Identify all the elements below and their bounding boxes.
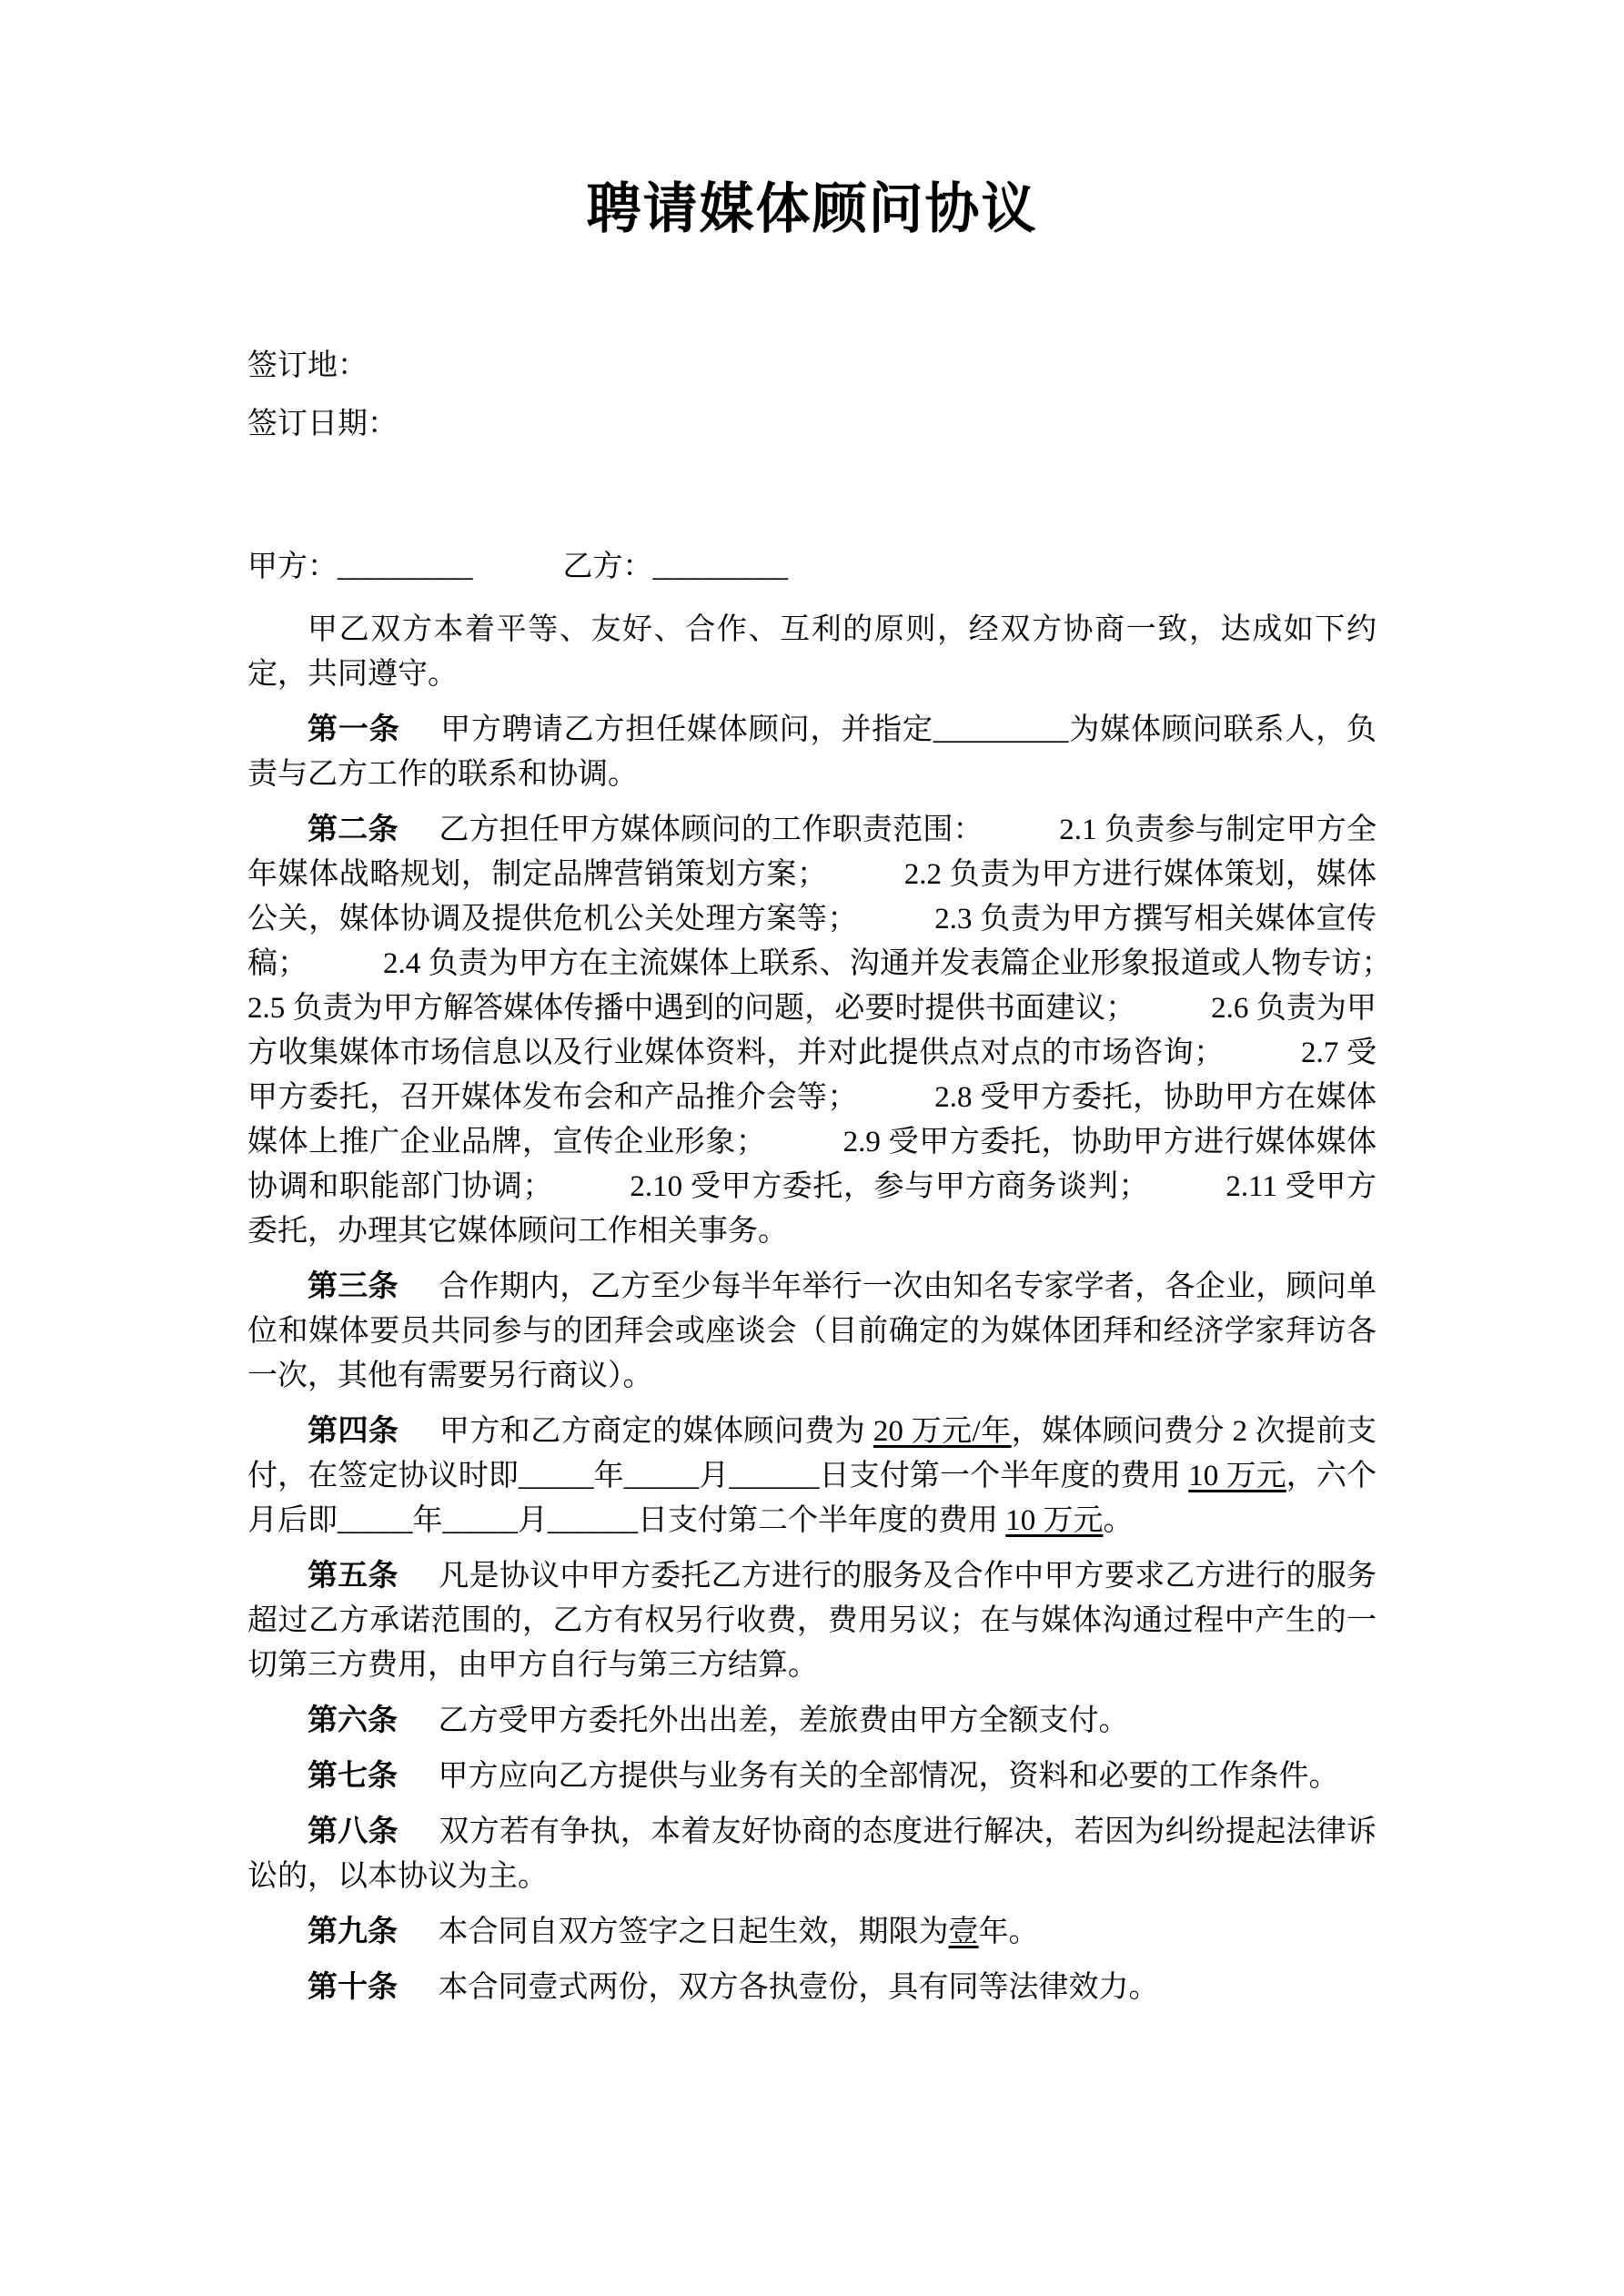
clauses-container xyxy=(247,708,1467,2010)
document-title: 聘请媒体顾问协议 xyxy=(586,179,1038,239)
clause-text: 甲方和乙方商定的媒体顾问费为 xyxy=(439,1415,873,1448)
clause-underlined-text: 壹 xyxy=(948,1916,979,1948)
clause-number: 第二条 xyxy=(308,814,398,846)
clause-number: 第七条 xyxy=(308,1760,398,1793)
clause-number: 第八条 xyxy=(308,1816,398,1848)
clause-paragraph xyxy=(247,1910,1377,1955)
clause-number: 第六条 xyxy=(308,1704,398,1737)
clause-paragraph xyxy=(247,1554,1377,1688)
clause-paragraph xyxy=(247,808,1467,1254)
clause-text: 本合同自双方签字之日起生效，期限为 xyxy=(438,1916,949,1948)
clause-number: 第十条 xyxy=(308,1971,398,2004)
clause-text: 乙方担任甲方媒体顾问的工作职责范围： 2.1 负责参与制定甲方全年媒体战略规划，制定品牌营销策划方案； 2.2 负责为甲方进行媒体策划，媒体公关，媒体协调及提供危机公关处理方案等； 2.3 负责为甲方撰写相关媒体宣传稿； 2.4 负责为甲方在主流媒体上联系、沟通并发表篇企业形象报道或人物专访； 2.5 负责为甲方解答媒体传播中遇到的问题，必要时提供书面建议； 2.6 负责为甲方收集媒体市场信息以及行业媒体资料，并对此提供点对点的市场咨询； 2.7 受甲方委托，召开媒体发布会和产品推介会等； 2.8 受甲方委托，协助甲方在媒体媒体上推广企业品牌，宣传企业形象； 2.9 受甲方委托，协助甲方进行媒体媒体协调和职能部门协调； 2.10 受甲方委托，参与甲方商务谈判； 2.11 受甲方委托，办理其它媒体顾问工作相关事务。 xyxy=(247,814,1467,1248)
clause-underlined-text: 20 万元/年 xyxy=(873,1415,1012,1448)
intro-paragraph: 甲乙双方本着平等、友好、合作、互利的原则，经双方协商一致，达成如下约定，共同遵守。 xyxy=(247,613,1377,691)
clause-text: 年。 xyxy=(978,1916,1039,1948)
clause-number: 第四条 xyxy=(308,1415,399,1448)
clause-number: 第一条 xyxy=(308,713,400,746)
clause-underlined-text: 10 万元 xyxy=(1188,1460,1286,1492)
sign-place-label: 签订地： xyxy=(247,349,368,382)
clause-text: 。 xyxy=(1103,1504,1134,1537)
clause-number: 第三条 xyxy=(308,1270,398,1303)
clause-paragraph xyxy=(247,1755,1377,1799)
clause-text: 本合同壹式两份，双方各执壹份，具有同等法律效力。 xyxy=(438,1971,1159,2004)
clause-paragraph xyxy=(247,708,1377,797)
clause-text: 甲方应向乙方提供与业务有关的全部情况，资料和必要的工作条件。 xyxy=(438,1760,1339,1793)
clause-paragraph xyxy=(247,1265,1377,1399)
clause-paragraph xyxy=(247,1699,1377,1744)
clause-text: _________ xyxy=(933,713,1069,746)
clause-paragraph xyxy=(247,1966,1377,2010)
clause-text: ，媒体顾问费分 2 次提前支付，在签定协议时即_____年_____月______日支付第一个半年度的费用 xyxy=(247,1415,1377,1492)
clause-number: 第五条 xyxy=(308,1560,398,1593)
clause-text: 双方若有争执，本着友好协商的态度进行解决，若因为纠纷提起法律诉讼的，以本协议为主。 xyxy=(247,1816,1377,1893)
clause-text: 甲方聘请乙方担任媒体顾问，并指定 xyxy=(440,713,933,746)
clause-paragraph xyxy=(247,1810,1377,1899)
signing-meta xyxy=(247,344,1377,447)
clause-text: ，六个月后即_____年_____月______日支付第二个半年度的费用 xyxy=(247,1460,1377,1537)
clause-paragraph xyxy=(247,1410,1377,1543)
party-line: 甲方：_________ 乙方：_________ xyxy=(247,551,788,583)
clause-text: 凡是协议中甲方委托乙方进行的服务及合作中甲方要求乙方进行的服务超过乙方承诺范围的，乙方有权另行收费，费用另议；在与媒体沟通过程中产生的一切第三方费用，由甲方自行与第三方结算。 xyxy=(247,1560,1377,1682)
sign-date-label: 签订日期： xyxy=(247,408,398,440)
clause-text: 乙方受甲方委托外出出差，差旅费由甲方全额支付。 xyxy=(438,1704,1129,1737)
clause-text: 合作期内，乙方至少每半年举行一次由知名专家学者，各企业，顾问单位和媒体要员共同参与的团拜会或座谈会（目前确定的为媒体团拜和经济学家拜访各一次，其他有需要另行商议）。 xyxy=(247,1270,1377,1392)
clause-text: 为媒体顾问联系人，负责与乙方工作的联系和协调。 xyxy=(247,713,1377,791)
clause-number: 第九条 xyxy=(308,1916,398,1948)
clause-underlined-text: 10 万元 xyxy=(1005,1504,1104,1537)
